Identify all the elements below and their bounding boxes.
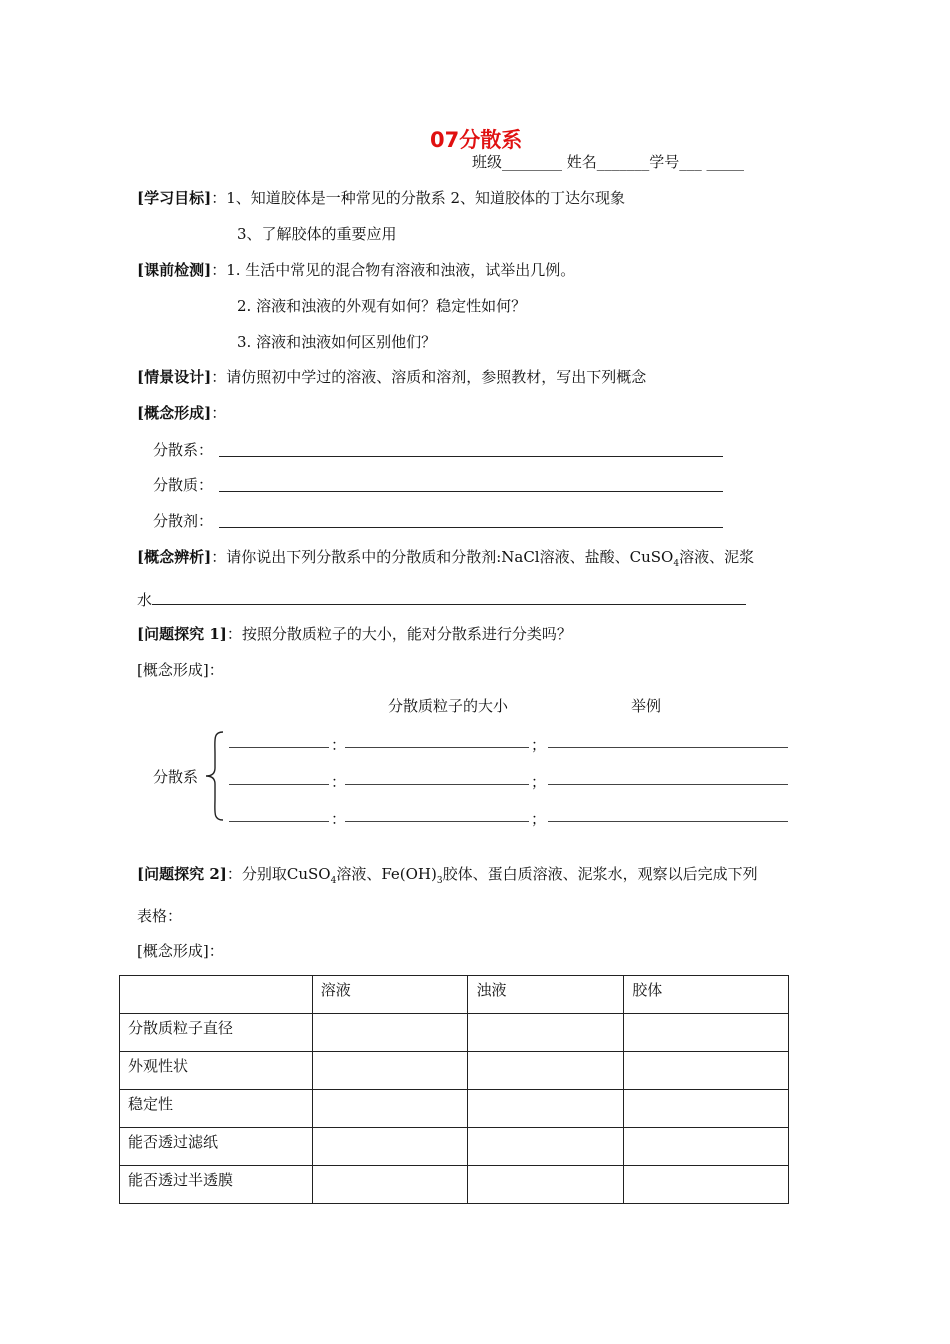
concept-formation-2-label: [概念形成]：	[137, 661, 224, 679]
comparison-table	[119, 975, 789, 1204]
objectives-line-2: 3、了解胶体的重要应用	[237, 225, 397, 243]
scenario-tag: [情景设计]	[137, 368, 212, 386]
table-header-cell: 胶体	[624, 976, 789, 1014]
blank-category-3[interactable]	[229, 821, 329, 822]
precheck-question-2: 2. 溶液和浊液的外观有如何？稳定性如何？	[237, 297, 527, 315]
analysis-tag: [概念辨析]	[137, 548, 212, 566]
field-label-dispersed-phase: 分散质：	[153, 476, 214, 494]
analysis-text-a: ：请你说出下列分散系中的分散质和分散剂:NaCl溶液、盐酸、CuSO	[211, 548, 674, 566]
table-cell[interactable]	[312, 1090, 468, 1128]
precheck-question-3: 3. 溶液和浊液如何区别他们？	[237, 333, 437, 351]
table-cell[interactable]	[468, 1090, 624, 1128]
concept-formation-heading	[137, 403, 226, 423]
sep-semicolon-2: ；	[531, 773, 547, 791]
student-info-fields[interactable]: 班级________ 姓名_______学号___ _____	[472, 153, 745, 171]
table-header-cell	[120, 976, 313, 1014]
problem-2-text-a: ：分别取CuSO	[226, 865, 331, 883]
answer-line-analysis[interactable]	[152, 604, 746, 605]
field-label-dispersion-medium: 分散剂：	[153, 512, 214, 530]
table-cell[interactable]	[312, 1166, 468, 1204]
objectives-tag: [学习目标]	[137, 189, 212, 207]
analysis-text-b: 溶液、泥浆	[679, 548, 755, 566]
problem-2-text-b: 溶液、Fe(OH)	[336, 865, 437, 883]
concept-formation-3-label: [概念形成]：	[137, 942, 224, 960]
blank-size-2[interactable]	[345, 784, 529, 785]
table-row	[120, 1052, 789, 1090]
table-row	[120, 1166, 789, 1204]
column-header-example: 举例	[631, 697, 662, 715]
objectives-line-1	[137, 188, 625, 208]
problem-1-text: ：按照分散质粒子的大小，能对分散系进行分类吗？	[226, 625, 572, 643]
sep-semicolon-1: ；	[531, 736, 547, 754]
objectives-text-1: ：1、知道胶体是一种常见的分散系 2、知道胶体的丁达尔现象	[211, 189, 626, 207]
table-cell[interactable]	[312, 1052, 468, 1090]
dispersion-system-label: 分散系	[153, 768, 199, 786]
blank-category-1[interactable]	[229, 747, 329, 748]
table-cell[interactable]	[468, 1052, 624, 1090]
blank-example-2[interactable]	[548, 784, 788, 785]
table-row	[120, 1128, 789, 1166]
answer-line-dispersion-medium[interactable]	[219, 527, 723, 528]
page-title: 07分散系	[430, 128, 523, 152]
concept-tag: [概念形成]	[137, 404, 212, 422]
table-cell[interactable]	[468, 1128, 624, 1166]
analysis-line	[137, 547, 754, 574]
problem-2-continuation: 表格：	[137, 907, 183, 925]
answer-line-dispersed-phase[interactable]	[219, 491, 723, 492]
table-cell[interactable]	[468, 1014, 624, 1052]
table-cell[interactable]	[312, 1128, 468, 1166]
table-cell[interactable]	[624, 1090, 789, 1128]
table-cell[interactable]	[624, 1128, 789, 1166]
row-label: 外观性状	[120, 1052, 313, 1090]
column-header-particle-size: 分散质粒子的大小	[388, 697, 509, 715]
curly-brace-icon	[203, 730, 227, 822]
sep-colon-1: ：	[331, 736, 347, 754]
row-label: 分散质粒子直径	[120, 1014, 313, 1052]
table-cell[interactable]	[312, 1014, 468, 1052]
table-cell[interactable]	[624, 1166, 789, 1204]
concept-colon: ：	[211, 404, 227, 422]
row-label: 能否透过滤纸	[120, 1128, 313, 1166]
row-label: 稳定性	[120, 1090, 313, 1128]
problem-2-line	[137, 864, 758, 891]
problem-1-tag: [问题探究 1]	[137, 625, 227, 643]
field-label-dispersion-system: 分散系：	[153, 441, 214, 459]
blank-size-1[interactable]	[345, 747, 529, 748]
row-label: 能否透过半透膜	[120, 1166, 313, 1204]
analysis-continuation: 水	[137, 591, 153, 609]
problem-1-line	[137, 624, 572, 644]
table-header-cell: 溶液	[312, 976, 468, 1014]
sep-colon-3: ：	[331, 810, 347, 828]
problem-2-text-c: 胶体、蛋白质溶液、泥浆水，观察以后完成下列	[442, 865, 758, 883]
table-cell[interactable]	[468, 1166, 624, 1204]
table-cell[interactable]	[624, 1014, 789, 1052]
table-header-cell: 浊液	[468, 976, 624, 1014]
blank-category-2[interactable]	[229, 784, 329, 785]
sep-colon-2: ：	[331, 773, 347, 791]
problem-2-tag: [问题探究 2]	[137, 865, 227, 883]
scenario-text: ：请仿照初中学过的溶液、溶质和溶剂，参照教材，写出下列概念	[211, 368, 647, 386]
blank-size-3[interactable]	[345, 821, 529, 822]
blank-example-3[interactable]	[548, 821, 788, 822]
blank-example-1[interactable]	[548, 747, 788, 748]
table-row	[120, 1090, 789, 1128]
sep-semicolon-3: ；	[531, 810, 547, 828]
answer-line-dispersion-system[interactable]	[219, 456, 723, 457]
table-cell[interactable]	[624, 1052, 789, 1090]
scenario-line	[137, 367, 646, 387]
analysis-subscript: 4	[673, 559, 680, 569]
precheck-tag: [课前检测]	[137, 261, 212, 279]
table-row	[120, 1014, 789, 1052]
problem-2-subscript-1: 4	[330, 876, 337, 886]
table-header-row	[120, 976, 789, 1014]
precheck-line-1	[137, 260, 575, 280]
problem-2-subscript-2: 3	[436, 876, 443, 886]
precheck-question-1: ：1. 生活中常见的混合物有溶液和浊液，试举出几例。	[211, 261, 576, 279]
